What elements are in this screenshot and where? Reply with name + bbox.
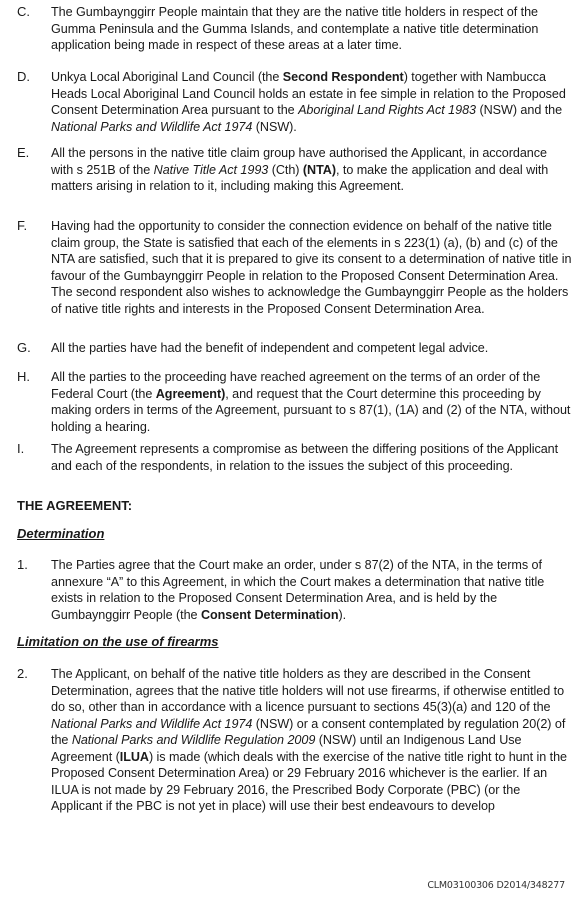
- recital-text: [51, 69, 572, 135]
- legislation-title: Native Title Act 1993: [153, 162, 269, 177]
- recital-e: [17, 145, 572, 195]
- recital-marker: F.: [17, 218, 28, 233]
- text-run: , to make the application and deal with matters arising in relation to it, including making this Agreement.: [51, 162, 549, 193]
- text-run: Having had the opportunity to consider the connection evidence on behalf of the native title claim group, the State is satisfied that each of the elements in s 223(1) (a), (b) and (c) of the NTA are satisfied, such that it is prepared to give its consent to a determination of native title in favour of the Gumbaynggirr People in relation to the Proposed Consent Determination Area. The second respondent also wishes to acknowledge the Gumbaynggirr People as the holders of native title rights and interests in the Proposed Consent Determination Area.: [51, 219, 572, 316]
- text-run: The Agreement represents a compromise as between the differing positions of the Applicant and each of the respondents, in relation to the issues the subject of this proceeding.: [51, 442, 559, 473]
- recital-text: [51, 145, 572, 195]
- text-run: ) together with Nambucca Heads Local Aboriginal Land Council holds an estate in fee simple in relation to the Proposed Consent Determination Area pursuant to the: [51, 70, 566, 117]
- text-run: ).: [338, 607, 347, 622]
- text-run: , and request that the Court determine this proceeding by making orders in terms of the Agreement, pursuant to s 87(1), (1A) and (2) of the NTA, without holding a hearing.: [51, 386, 571, 434]
- legislation-title: National Parks and Wildlife Act 1974: [51, 716, 253, 731]
- section-heading-firearms: Limitation on the use of firearms: [17, 634, 219, 649]
- text-run: The Gumbaynggirr People maintain that they are the native title holders in respect of the Gumma Peninsula and the Gumma Islands, and contemplate a native title determination application being made in respect of these areas at a later time.: [51, 5, 539, 52]
- text-run: The Parties agree that the Court make an order, under s 87(2) of the NTA, in the terms of annexure “A” to this Agreement, in which the Court makes a determination that native title exists in relation to the Proposed Consent Determination Area, and is held by the Gumbaynggirr People (the: [51, 558, 545, 622]
- clause-marker: 1.: [17, 557, 28, 572]
- text-run: Unkya Local Aboriginal Land Council (the: [51, 70, 283, 84]
- recital-text: [51, 4, 572, 54]
- recital-d: [17, 69, 572, 135]
- defined-term: Second Respondent: [282, 70, 404, 84]
- text-run: All the parties to the proceeding have reached agreement on the terms of an order of the Federal Court (the: [51, 370, 541, 401]
- clause-text: [51, 666, 572, 815]
- recital-marker: H.: [17, 369, 30, 384]
- legislation-title: Aboriginal Land Rights Act 1983: [298, 103, 476, 117]
- recital-text: [51, 369, 572, 435]
- text-run: (NSW).: [252, 119, 297, 134]
- recital-h: [17, 369, 572, 435]
- document-reference: CLM03100306 D2014/348277: [427, 880, 565, 891]
- recital-marker: E.: [17, 145, 30, 160]
- recital-g: [17, 340, 572, 357]
- section-heading-determination: Determination: [17, 526, 105, 541]
- text-run: (NSW) or a consent contemplated by regulation 20(2) of the: [51, 716, 566, 747]
- agreement-heading: THE AGREEMENT:: [17, 498, 133, 513]
- clause-2: [17, 666, 572, 815]
- recital-marker: I.: [17, 441, 25, 456]
- text-run: ) is made (which deals with the exercise of the native title right to hunt in the Proposed Consent Determination Area) or 29 February 2016 whichever is the earlier. If an ILUA is not made by 29 February 2016, the Prescribed Body Corporate (PBC) (or the Applicant if the PBC is not yet in place) will use their best endeavours to develop: [51, 749, 567, 813]
- recital-i: [17, 441, 572, 474]
- text-run: (Cth): [268, 162, 303, 177]
- recital-f: [17, 218, 572, 317]
- defined-term: ILUA: [119, 749, 149, 764]
- defined-term: Agreement): [155, 386, 226, 401]
- text-run: (NSW) until an Indigenous Land Use Agreement (: [51, 733, 522, 764]
- defined-term: Consent Determination: [200, 607, 339, 622]
- clause-1: [17, 557, 572, 623]
- text-run: The Applicant, on behalf of the native title holders as they are described in the Consent Determination, agrees that the native title holders will not use firearms, if otherwise entitled to do so, other than in accordance with a licence pursuant to sections 45(3)(a) and 120 of the: [51, 667, 565, 714]
- clause-text: [51, 557, 572, 623]
- recital-marker: D.: [17, 69, 30, 84]
- text-run: All the parties have had the benefit of independent and competent legal advice.: [51, 341, 489, 355]
- recital-marker: G.: [17, 340, 31, 355]
- recital-c: [17, 4, 572, 54]
- recital-text: [51, 218, 572, 317]
- recital-text: [51, 340, 572, 357]
- recital-text: [51, 441, 572, 474]
- legislation-title: National Parks and Wildlife Regulation 2009: [71, 733, 316, 747]
- text-run: All the persons in the native title claim group have authorised the Applicant, in accordance with s 251B of the: [51, 146, 547, 177]
- recital-marker: C.: [17, 4, 30, 19]
- legislation-title: National Parks and Wildlife Act 1974: [51, 119, 253, 134]
- defined-term: (NTA): [302, 162, 336, 177]
- clause-marker: 2.: [17, 666, 28, 681]
- text-run: (NSW) and the: [476, 103, 563, 117]
